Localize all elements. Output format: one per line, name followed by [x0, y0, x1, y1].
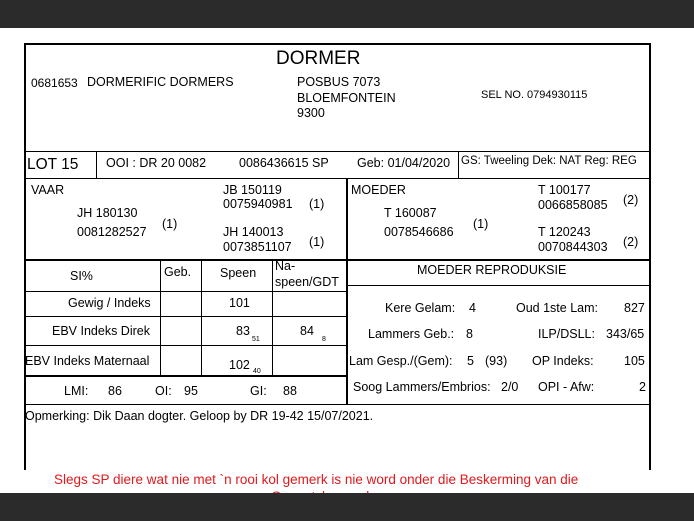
vaar-jh: JH 180130 — [77, 206, 138, 220]
col-geb-header: Geb. — [164, 265, 192, 279]
moeder-sire-number: 0066858085 — [538, 198, 608, 212]
repro-title: MOEDER REPRODUKSIE — [417, 263, 567, 277]
ooi-number: OOI : DR 20 0082 — [106, 156, 207, 170]
vaar-number: 0081282527 — [77, 225, 147, 239]
moeder-dam-count: (2) — [623, 235, 639, 249]
vaar-sire-number: 0075940981 — [223, 197, 293, 211]
vaar-dam-jh: JH 140013 — [223, 225, 284, 239]
kere-gelam-value: 4 — [469, 301, 476, 315]
oud-lam-label: Oud 1ste Lam: — [516, 301, 598, 315]
lot-label: LOT 15 — [27, 156, 79, 173]
lam-gesp-gem: (93) — [485, 354, 508, 368]
lam-gesp-label: Lam Gesp./(Gem): — [349, 354, 453, 368]
row2-naspeen-sub: 8 — [322, 336, 326, 343]
col-naspeen-header-2: speen/GDT — [275, 275, 339, 289]
moeder-count: (1) — [473, 217, 489, 231]
lammers-geb-label: Lammers Geb.: — [368, 327, 455, 341]
top-dark-band — [0, 0, 694, 28]
moeder-dam-t: T 120243 — [538, 225, 591, 239]
row1-label: Gewig / Indeks — [68, 296, 151, 310]
opi-label: OPI - Afw: — [538, 380, 595, 394]
divider-pedigree-bottom — [24, 259, 651, 261]
breed-title: DORMER — [276, 48, 361, 69]
soog-value: 2/0 — [501, 380, 519, 394]
lammers-geb-value: 8 — [466, 327, 473, 341]
row2-label: EBV Indeks Direk — [52, 324, 150, 338]
col-si-header: SI% — [70, 269, 93, 283]
gi-value: 88 — [283, 384, 297, 398]
kere-gelam-label: Kere Gelam: — [385, 301, 456, 315]
moeder-dam-number: 0070844303 — [538, 240, 608, 254]
vaar-dam-number: 0073851107 — [223, 240, 292, 254]
col-speen-header: Speen — [220, 266, 257, 280]
opi-value: 2 — [639, 380, 646, 394]
vaar-sire-count: (1) — [309, 197, 325, 211]
vaar-label: VAAR — [31, 183, 65, 197]
oi-value: 95 — [184, 384, 198, 398]
moeder-label: MOEDER — [351, 183, 406, 197]
gs-info: GS: Tweeling Dek: NAT Reg: REG — [461, 155, 637, 167]
row2-speen-sub: 51 — [252, 336, 260, 343]
divider-perf-row2 — [24, 345, 346, 346]
op-indeks-label: OP Indeks: — [532, 354, 594, 368]
bottom-dark-band — [0, 493, 694, 521]
ilp-label: ILP/DSLL: — [538, 327, 595, 341]
divider-perf-col1 — [160, 259, 161, 375]
soog-label: Soog Lammers/Embrios: — [353, 380, 491, 394]
birth-date: Geb: 01/04/2020 — [357, 156, 451, 170]
address-line-1: POSBUS 7073 — [297, 75, 381, 89]
oud-lam-value: 827 — [624, 301, 645, 315]
gi-label: GI: — [250, 384, 267, 398]
col-naspeen-header-1: Na- — [275, 259, 296, 273]
divider-perf-col2 — [201, 259, 202, 375]
divider-perf-row1 — [24, 316, 346, 317]
divider-lot-top — [24, 151, 651, 152]
op-indeks-value: 105 — [624, 354, 645, 368]
catalog-entry-frame — [24, 43, 651, 470]
lmi-value: 86 — [108, 384, 122, 398]
vaar-sire-jb: JB 150119 — [223, 183, 282, 197]
divider-perf-col3 — [272, 259, 273, 375]
divider-center — [346, 178, 348, 404]
address-line-2: BLOEMFONTEIN — [297, 91, 396, 105]
remarks: Opmerking: Dik Daan dogter. Geloop by DR 19-42 15/07/2021. — [25, 409, 374, 423]
vaar-count: (1) — [162, 217, 178, 231]
divider-perf-row3 — [24, 375, 346, 377]
row2-speen: 83 — [236, 324, 250, 338]
divider-perf-header — [24, 291, 346, 292]
divider-repro-header — [346, 285, 651, 286]
moeder-t: T 160087 — [384, 206, 437, 220]
ilp-value: 343/65 — [606, 327, 645, 341]
divider-geb-col — [458, 151, 459, 178]
row2-naspeen: 84 — [300, 324, 314, 338]
sel-number: SEL NO. 0794930115 — [481, 89, 588, 101]
moeder-number: 0078546686 — [384, 225, 454, 239]
oi-label: OI: — [155, 384, 172, 398]
breeder-name: DORMERIFIC DORMERS — [87, 75, 234, 89]
moeder-sire-count: (2) — [623, 193, 639, 207]
row3-speen-sub: 40 — [253, 368, 261, 375]
lmi-label: LMI: — [64, 384, 89, 398]
divider-remarks-top — [24, 404, 651, 405]
breeder-id: 0681653 — [31, 76, 78, 90]
address-line-3: 9300 — [297, 106, 325, 120]
moeder-sire-t: T 100177 — [538, 183, 591, 197]
row3-label: EBV Indeks Maternaal — [25, 354, 150, 368]
sp-number: 0086436615 SP — [239, 156, 329, 170]
row3-speen: 102 — [229, 358, 250, 372]
notice-line-1: Slegs SP diere wat nie met `n rooi kol gemerk is nie word onder die Beskerming van die — [54, 472, 579, 487]
lam-gesp-value: 5 — [467, 354, 474, 368]
divider-lot-bottom — [24, 178, 651, 179]
vaar-dam-count: (1) — [309, 235, 325, 249]
divider-lot-col — [96, 151, 97, 178]
row1-speen: 101 — [229, 296, 250, 310]
